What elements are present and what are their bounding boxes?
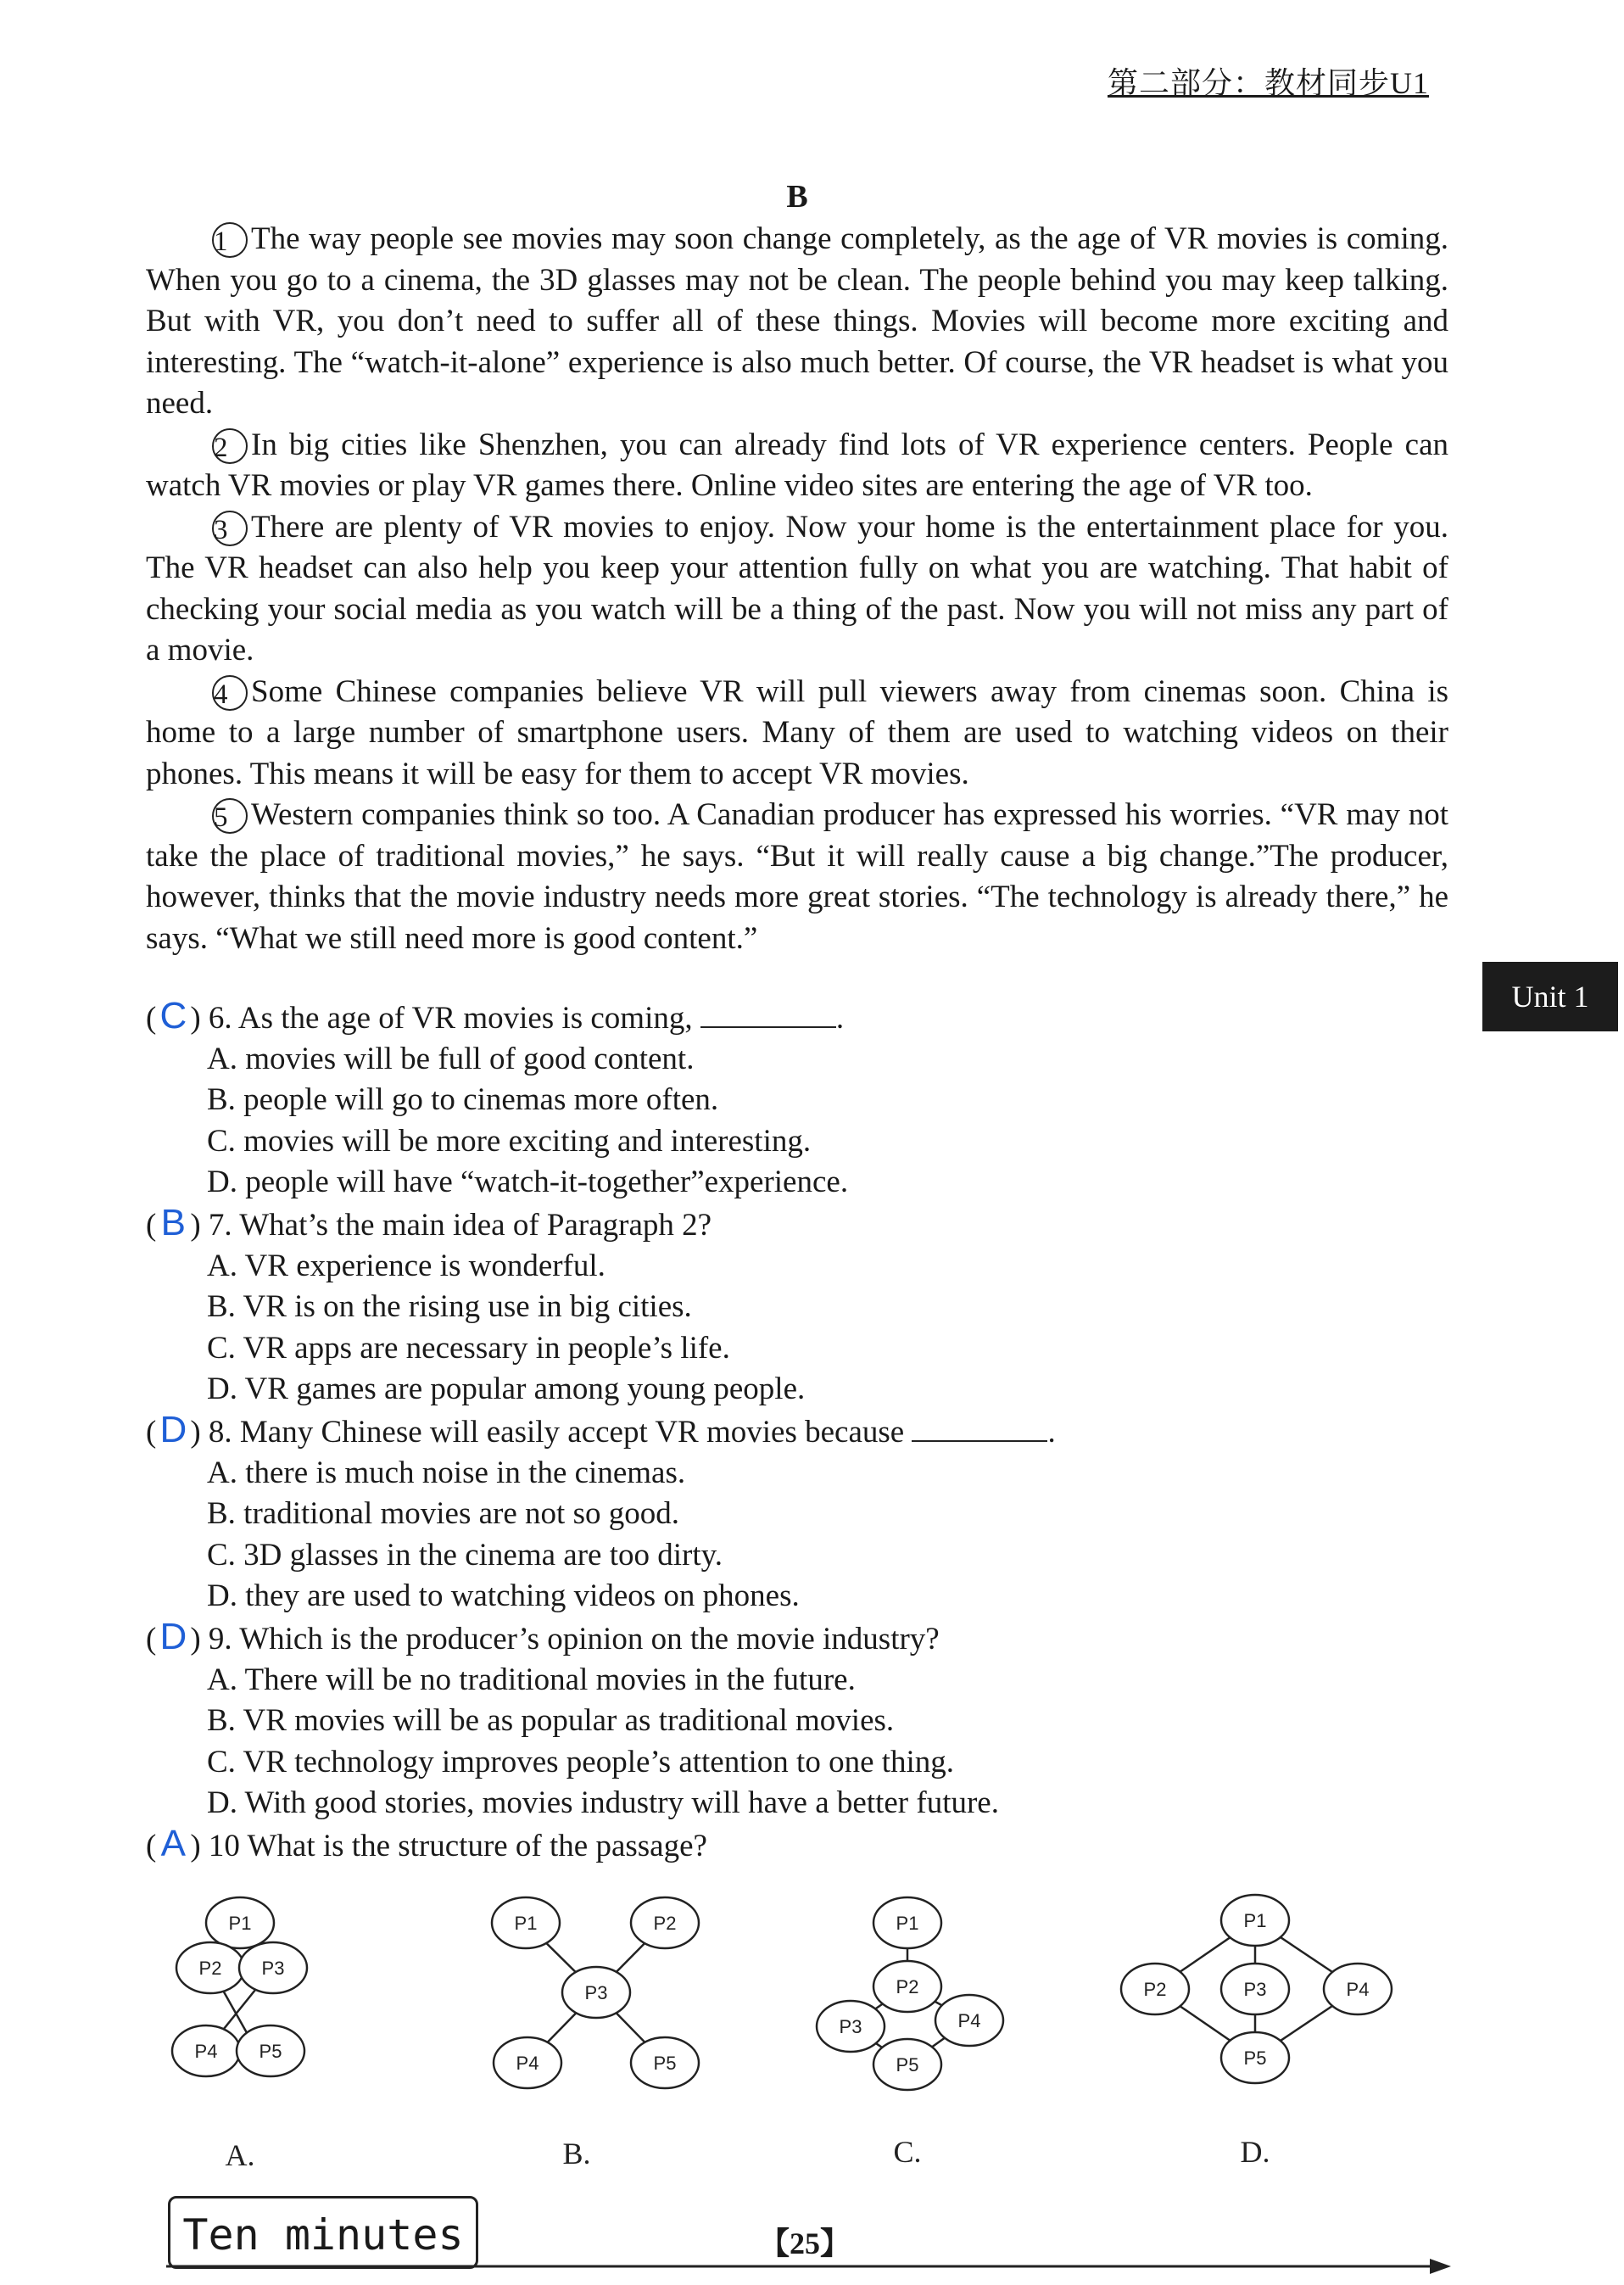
option-d: D. With good stories, movies industry will have a better future. bbox=[207, 1785, 999, 1820]
node-label: P3 bbox=[584, 1982, 608, 2003]
option-b: B. traditional movies are not so good. bbox=[207, 1496, 679, 1532]
option-c: C. VR apps are necessary in people’s life. bbox=[207, 1330, 730, 1366]
node-label: P4 bbox=[957, 2010, 981, 2031]
option-a: A. VR experience is wonderful. bbox=[207, 1249, 606, 1284]
option-b: B. people will go to cinemas more often. bbox=[207, 1082, 719, 1118]
paragraph-4 bbox=[146, 672, 1448, 796]
answer-blank bbox=[912, 1439, 1047, 1442]
node-label: P2 bbox=[198, 1958, 222, 1979]
node-label: P1 bbox=[228, 1913, 252, 1934]
node-label: P5 bbox=[653, 2053, 677, 2074]
question-stem: ) 9. Which is the producer’s opinion on the movie industry? bbox=[190, 1622, 940, 1657]
option-c: C. movies will be more exciting and interesting. bbox=[207, 1123, 812, 1159]
answer-mark: D bbox=[159, 1409, 187, 1451]
option-b: B. VR is on the rising use in big cities. bbox=[207, 1289, 692, 1325]
node-label: P5 bbox=[896, 2054, 919, 2075]
node-label: P2 bbox=[1143, 1979, 1167, 2000]
paragraph-number: 3 bbox=[212, 511, 248, 546]
reading-passage bbox=[146, 219, 1448, 959]
question-10: ( A ) 10 What is the structure of the passage? bbox=[146, 1823, 707, 1865]
question-list bbox=[146, 996, 1452, 1867]
section-title: B bbox=[786, 179, 808, 215]
paragraph-text: Some Chinese companies believe VR will pull viewers away from cinemas soon. China is home to a large number of smartphone users. Many of them are used to watching videos on their phones. This means it will be easy for them to accept VR movies. bbox=[146, 673, 1448, 791]
node-label: P4 bbox=[516, 2053, 539, 2074]
option-c: C. VR technology improves people’s attention to one thing. bbox=[207, 1744, 955, 1779]
option-d: D. they are used to watching videos on phones. bbox=[207, 1578, 800, 1613]
page-header: 第二部分：教材同步U1 bbox=[1108, 66, 1429, 100]
paragraph-number: 1 bbox=[212, 222, 248, 258]
paragraph-number: 5 bbox=[212, 798, 248, 834]
node-label: P2 bbox=[653, 1913, 677, 1934]
question-6: (C ) 6. As the age of VR movies is coming, . A. movies will be full of good content. B. people will go to cinemas more often. C. movies will be more exciting and interesting. D. people will have “watch-it-together”experience. bbox=[146, 996, 1452, 1203]
unit-tab: Unit 1 bbox=[1482, 962, 1618, 1031]
question-stem: ) 7. What’s the main idea of Paragraph 2? bbox=[190, 1208, 712, 1243]
paragraph-text: There are plenty of VR movies to enjoy. Now your home is the entertainment place for you. The VR headset can also help you keep your attention fully on what you are watching. That habit of checking your social media as you watch will be a thing of the past. Now you will not miss any part of a movie. bbox=[146, 509, 1448, 668]
option-d: D. VR games are popular among young people. bbox=[207, 1371, 806, 1406]
paragraph-number: 4 bbox=[212, 675, 248, 711]
paragraph-5 bbox=[146, 795, 1448, 959]
page-number: 【25】 bbox=[759, 2226, 851, 2260]
node-label: P2 bbox=[896, 1976, 919, 1997]
question-8: (D ) 8. Many Chinese will easily accept VR movies because . A. there is much noise in the cinemas. B. traditional movies are not so good. C. 3D glasses in the cinema are too dirty. D. they are used to watching videos on phones. bbox=[146, 1410, 1452, 1617]
answer-mark: A bbox=[160, 1823, 186, 1865]
ten-minutes-box: Ten minutes bbox=[168, 2196, 478, 2269]
node-label: P1 bbox=[514, 1913, 538, 1934]
node-label: P3 bbox=[1243, 1979, 1267, 2000]
node-label: P3 bbox=[261, 1958, 285, 1979]
diagram-label-d: D. bbox=[1240, 2135, 1270, 2169]
structure-diagrams bbox=[144, 1879, 1467, 2184]
node-label: P5 bbox=[259, 2041, 282, 2062]
question-stem: ) 6. As the age of VR movies is coming, bbox=[190, 1001, 693, 1036]
option-a: A. There will be no traditional movies in the future. bbox=[207, 1662, 856, 1698]
stem-end: . bbox=[835, 1001, 845, 1036]
node-label: P1 bbox=[1243, 1910, 1267, 1931]
answer-mark: C bbox=[159, 995, 187, 1036]
answer-mark: B bbox=[160, 1202, 186, 1244]
option-a: A. movies will be full of good content. bbox=[207, 1042, 695, 1077]
paragraph-1 bbox=[146, 219, 1448, 425]
diagram-label-c: C. bbox=[893, 2135, 922, 2169]
option-c: C. 3D glasses in the cinema are too dirty. bbox=[207, 1537, 723, 1573]
node-label: P4 bbox=[194, 2041, 218, 2062]
paragraph-text: Western companies think so too. A Canadian producer has expressed his worries. “VR may not take the place of traditional movies,” he says. “But it will really cause a big change.”The producer, however, thinks that the movie industry needs more great stories. “The technology is already there,” he says. “What we still need more is good content.” bbox=[146, 797, 1448, 956]
node-label: P3 bbox=[839, 2016, 862, 2037]
node-label: P4 bbox=[1346, 1979, 1370, 2000]
question-stem: ) 8. Many Chinese will easily accept VR movies because bbox=[190, 1415, 905, 1450]
diagram-label-a: A. bbox=[225, 2138, 255, 2172]
node-label: P1 bbox=[896, 1913, 919, 1934]
answer-mark: D bbox=[159, 1616, 187, 1658]
stem-end: . bbox=[1047, 1415, 1056, 1450]
question-9: (D ) 9. Which is the producer’s opinion on the movie industry? A. There will be no traditional movies in the future. B. VR movies will be as popular as traditional movies. C. VR technology improves people’s attention to one thing. D. With good stories, movies industry will have a better future. bbox=[146, 1617, 1452, 1824]
option-b: B. VR movies will be as popular as traditional movies. bbox=[207, 1703, 895, 1739]
question-7: ( B ) 7. What’s the main idea of Paragraph 2? A. VR experience is wonderful. B. VR is on the rising use in big cities. C. VR apps are necessary in people’s life. D. VR games are popular among young people. bbox=[146, 1203, 1452, 1410]
option-a: A. there is much noise in the cinemas. bbox=[207, 1455, 686, 1491]
paragraph-2 bbox=[146, 425, 1448, 507]
paragraph-text: In big cities like Shenzhen, you can already find lots of VR experience centers. People can watch VR movies or play VR games there. Online video sites are entering the age of VR too. bbox=[146, 427, 1448, 503]
option-d: D. people will have “watch-it-together”experience. bbox=[207, 1164, 849, 1199]
paragraph-3 bbox=[146, 507, 1448, 672]
node-label: P5 bbox=[1243, 2048, 1267, 2069]
question-stem: ) 10 What is the structure of the passage? bbox=[190, 1829, 707, 1864]
diagram-label-b: B. bbox=[562, 2137, 591, 2170]
answer-blank bbox=[700, 1025, 836, 1028]
paragraph-text: The way people see movies may soon change completely, as the age of VR movies is coming. When you go to a cinema, the 3D glasses may not be clean. The people behind you may keep talking. But with VR, you don’t need to suffer all of these things. Movies will become more exciting and interesting. The “watch-it-alone” experience is also much better. Of course, the VR headset is what you need. bbox=[146, 221, 1448, 421]
paragraph-number: 2 bbox=[212, 428, 248, 464]
